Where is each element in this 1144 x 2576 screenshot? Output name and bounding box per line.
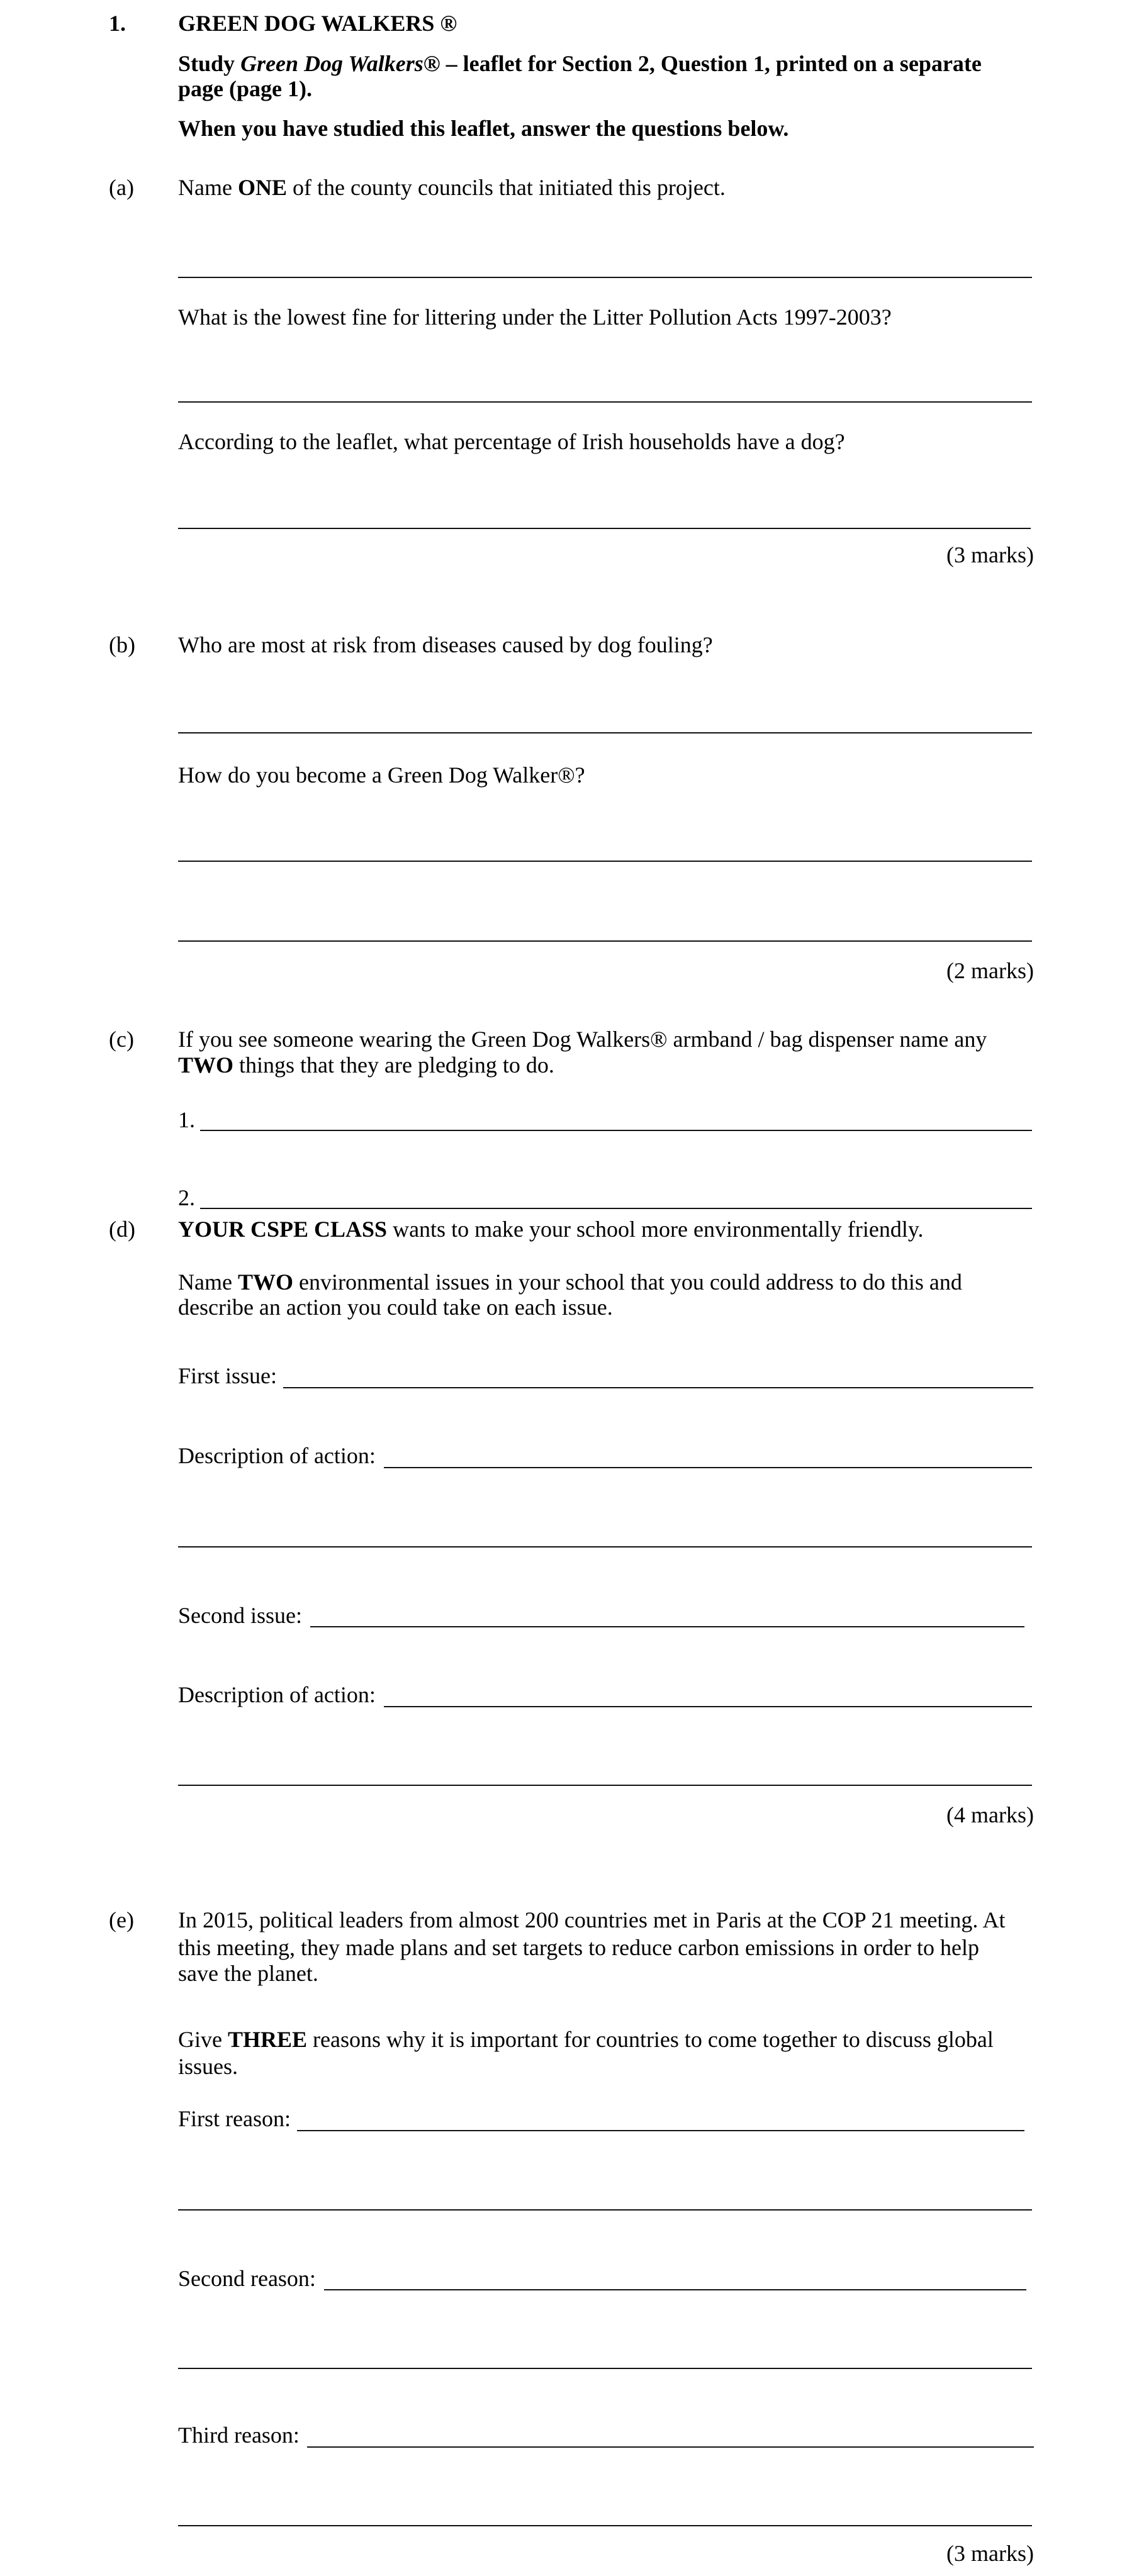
answer-line-first-reason-continued <box>178 2209 1032 2211</box>
answer-line-first-reason <box>297 2130 1024 2131</box>
answer-a1-input[interactable] <box>178 252 1032 277</box>
first-issue-label: First issue: <box>178 1363 278 1388</box>
part-c-item-2-number: 2. <box>178 1185 195 1210</box>
q-text: Name <box>178 175 238 200</box>
answer-line-second-issue <box>310 1626 1024 1627</box>
answer-line-third-reason-continued <box>178 2525 1032 2526</box>
description-2-continued-input[interactable] <box>178 1759 1032 1785</box>
description-1-continued-input[interactable] <box>178 1521 1032 1546</box>
answer-line-b1 <box>178 732 1032 733</box>
q-emphasis: ONE <box>237 175 287 200</box>
part-c-line2 <box>178 1052 554 1078</box>
second-reason-continued-input[interactable] <box>178 2343 1032 2368</box>
first-issue-input[interactable] <box>283 1362 1033 1387</box>
answer-a3-input[interactable] <box>178 503 1031 528</box>
description-1-input[interactable] <box>384 1442 1032 1467</box>
answer-line-a2 <box>178 401 1032 403</box>
part-e-marks: (3 marks) <box>946 2541 1034 2566</box>
q-text: environmental issues in your school that you could address to do this and <box>293 1269 962 1295</box>
answer-line-a1 <box>178 277 1032 278</box>
part-e-line3: save the planet. <box>178 1961 318 1986</box>
part-a-marks: (3 marks) <box>946 542 1034 567</box>
part-a-label: (a) <box>109 175 134 200</box>
answer-c2-input[interactable] <box>200 1183 1032 1208</box>
answer-line-description-1-continued <box>178 1546 1032 1547</box>
q-emphasis: YOUR CSPE CLASS <box>178 1217 388 1242</box>
part-c-item-1-number: 1. <box>178 1107 195 1132</box>
answer-line-second-reason-continued <box>178 2368 1032 2369</box>
answer-line-c1 <box>200 1130 1032 1131</box>
answer-line-b2 <box>178 861 1032 862</box>
answer-line-description-1 <box>384 1467 1032 1468</box>
first-reason-input[interactable] <box>297 2105 1024 2130</box>
intro-study-line2: page (page 1). <box>178 76 312 101</box>
part-e-give-line1 <box>178 2026 994 2053</box>
part-e-line1: In 2015, political leaders from almost 200 countries met in Paris at the COP 21 meeting. At <box>178 1907 1006 1932</box>
q-text: reasons why it is important for countries to come together to discuss global <box>307 2027 994 2052</box>
part-c-line1: If you see someone wearing the Green Dog Walkers® armband / bag dispenser name any <box>178 1027 987 1052</box>
third-reason-input[interactable] <box>307 2421 1034 2446</box>
answer-line-first-issue <box>283 1387 1033 1388</box>
answer-line-third-reason <box>307 2446 1034 2448</box>
answer-line-description-2-continued <box>178 1785 1032 1786</box>
intro-study-line1 <box>178 50 982 77</box>
study-prefix: Study <box>178 51 241 76</box>
description-1-label: Description of action: <box>178 1443 376 1468</box>
part-e-give-line2: issues. <box>178 2054 238 2079</box>
study-rest: ® – leaflet for Section 2, Question 1, printed on a separate <box>423 51 982 76</box>
answer-line-a3 <box>178 528 1031 529</box>
part-b-question-1: Who are most at risk from diseases caused by dog fouling? <box>178 632 713 657</box>
answer-b3-input[interactable] <box>178 915 1032 940</box>
answer-line-c2 <box>200 1208 1032 1209</box>
description-2-label: Description of action: <box>178 1682 376 1707</box>
part-b-marks: (2 marks) <box>946 958 1034 983</box>
second-reason-label: Second reason: <box>178 2266 316 2291</box>
description-2-input[interactable] <box>384 1681 1032 1706</box>
part-b-label: (b) <box>109 632 135 657</box>
part-e-line2: this meeting, they made plans and set targets to reduce carbon emissions in order to help <box>178 1935 980 1960</box>
part-d-label: (d) <box>109 1217 135 1242</box>
part-d-line1 <box>178 1216 924 1242</box>
q-text: wants to make your school more environmentally friendly. <box>387 1217 924 1242</box>
part-e-label: (e) <box>109 1907 134 1932</box>
question-title: GREEN DOG WALKERS ® <box>178 11 457 36</box>
q-text: Give <box>178 2027 228 2052</box>
part-d-line3: describe an action you could take on each issue. <box>178 1295 613 1320</box>
part-a-question-3: According to the leaflet, what percentage of Irish households have a dog? <box>178 429 845 454</box>
answer-line-b3 <box>178 940 1032 942</box>
q-emphasis: TWO <box>178 1052 234 1078</box>
answer-a2-input[interactable] <box>178 376 1032 401</box>
third-reason-label: Third reason: <box>178 2423 300 2448</box>
first-reason-continued-input[interactable] <box>178 2184 1032 2209</box>
q-emphasis: TWO <box>237 1269 293 1295</box>
leaflet-title: Green Dog Walkers <box>240 51 423 76</box>
q-text: Name <box>178 1269 238 1295</box>
part-d-line2 <box>178 1269 962 1295</box>
second-issue-input[interactable] <box>310 1601 1024 1626</box>
q-text: of the county councils that initiated this project. <box>286 175 726 200</box>
part-c-label: (c) <box>109 1027 134 1052</box>
third-reason-continued-input[interactable] <box>178 2500 1032 2525</box>
q-text: things that they are pledging to do. <box>233 1052 554 1078</box>
answer-line-second-reason <box>324 2289 1026 2290</box>
part-a-question-2: What is the lowest fine for littering under the Litter Pollution Acts 1997-2003? <box>178 304 892 330</box>
part-a-question-1 <box>178 174 726 201</box>
part-b-question-2: How do you become a Green Dog Walker®? <box>178 762 585 788</box>
first-reason-label: First reason: <box>178 2106 291 2131</box>
intro-instruction: When you have studied this leaflet, answer the questions below. <box>178 116 789 141</box>
q-emphasis: THREE <box>227 2027 308 2052</box>
second-issue-label: Second issue: <box>178 1603 302 1628</box>
answer-c1-input[interactable] <box>200 1105 1032 1130</box>
question-number: 1. <box>109 11 126 36</box>
answer-b1-input[interactable] <box>178 707 1032 732</box>
answer-b2-input[interactable] <box>178 835 1032 861</box>
answer-line-description-2 <box>384 1706 1032 1707</box>
second-reason-input[interactable] <box>324 2264 1026 2289</box>
part-d-marks: (4 marks) <box>946 1802 1034 1827</box>
